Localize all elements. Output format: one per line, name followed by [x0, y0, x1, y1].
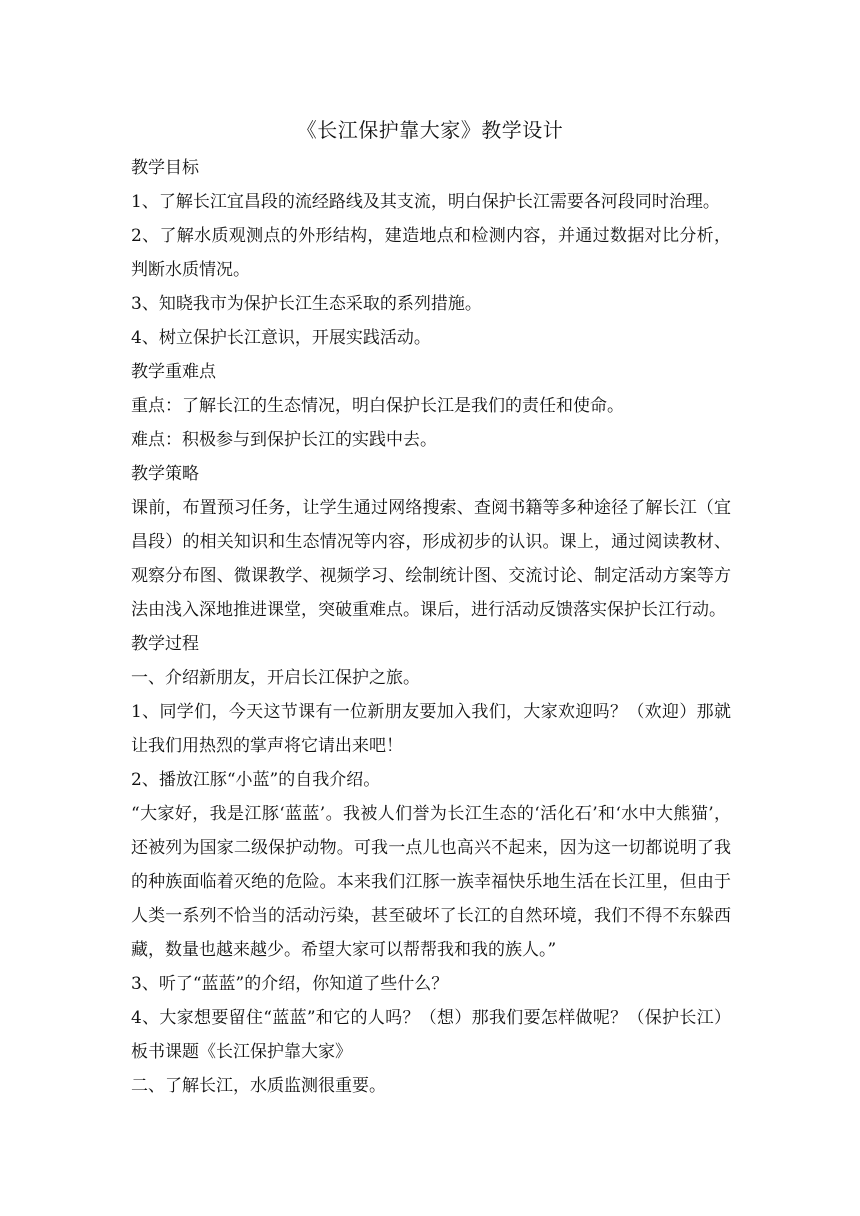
difficult-point: 难点：积极参与到保护长江的实践中去。	[131, 430, 437, 450]
process-step-1: 1、同学们，今天这节课有一位新朋友要加入我们，大家欢迎吗？（欢迎）那就让我们用热烈的掌声将它请出来吧！	[131, 702, 731, 756]
key-point: 重点：了解长江的生态情况，明白保护长江是我们的责任和使命。	[131, 396, 624, 416]
objective-item-3: 3、知晓我市为保护长江生态采取的系列措施。	[131, 294, 482, 314]
process-step-4: 4、大家想要留住“蓝蓝”和它的人吗？（想）那我们要怎样做呢？（保护长江） 板书课题《长江保护靠大家》	[131, 1008, 731, 1062]
strategy-paragraph: 课前，布置预习任务，让学生通过网络搜索、查阅书籍等多种途径了解长江（宜昌段）的相关知识和生态情况等内容，形成初步的认识。课上，通过阅读教材、观察分布图、微课教学、视频学习、绘制统计图、交流讨论、制定活动方案等方法由浅入深地推进课堂，突破重难点。课后，进行活动反馈落实保护长江行动。	[131, 498, 731, 620]
process-step-3: 3、听了“蓝蓝”的介绍，你知道了些什么？	[131, 974, 449, 994]
porpoise-quote: “大家好，我是江豚‘蓝蓝’。我被人们誉为长江生态的‘活化石’和‘水中大熊猫’，还被列为国家二级保护动物。可我一点儿也高兴不起来，因为这一切都说明了我的种族面临着灭绝的危险。本来我们江豚一族幸福快乐地生活在长江里，但由于人类一系列不恰当的活动污染，甚至破坏了长江的自然环境，我们不得不东躲西藏，数量也越来越少。希望大家可以帮帮我和我的族人。”	[131, 804, 731, 960]
process-part-1-heading: 一、介绍新朋友，开启长江保护之旅。	[131, 668, 420, 688]
objective-item-1: 1、了解长江宜昌段的流经路线及其支流，明白保护长江需要各河段同时治理。	[131, 192, 720, 212]
section-heading-key-points: 教学重难点	[131, 362, 216, 382]
process-step-2: 2、播放江豚“小蓝”的自我介绍。	[131, 770, 381, 790]
document-title: 《长江保护靠大家》教学设计	[296, 118, 564, 142]
document-body	[131, 151, 731, 1103]
section-heading-strategy: 教学策略	[131, 464, 199, 484]
objective-item-2: 2、了解水质观测点的外形结构，建造地点和检测内容，并通过数据对比分析，判断水质情况。	[131, 226, 731, 280]
process-part-2-heading: 二、了解长江，水质监测很重要。	[131, 1076, 386, 1096]
objective-item-4: 4、树立保护长江意识，开展实践活动。	[131, 328, 431, 348]
section-heading-process: 教学过程	[131, 634, 199, 654]
section-heading-objectives: 教学目标	[131, 158, 199, 178]
